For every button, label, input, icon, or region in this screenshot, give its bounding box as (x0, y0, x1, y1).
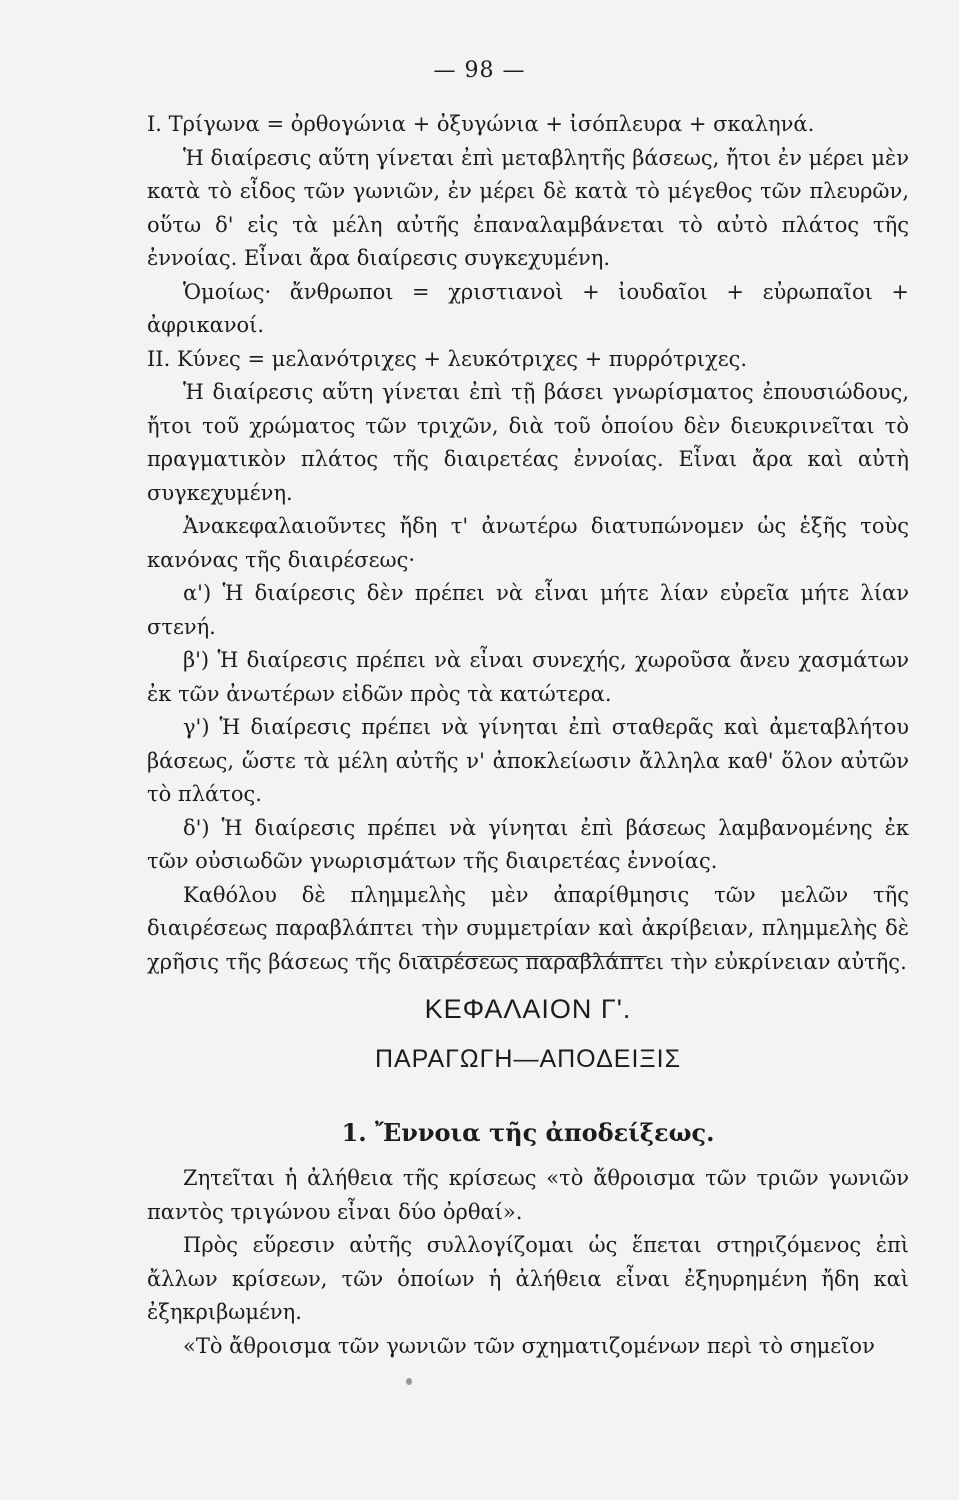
chapter-subtitle: ΠΑΡΑΓΩΓΗ—ΑΠΟΔΕΙΞΙΣ (374, 1045, 682, 1073)
rule-gamma: γ') Ἡ διαίρεσις πρέπει νὰ γίνηται ἐπὶ σταθερᾶς καὶ ἀμεταβλήτου βάσεως, ὥστε τὰ μέλη αὐτῆς ν' ἀποκλείωσιν ἄλληλα καθ' ὅλον αὐτῶν τὸ πλάτος. (147, 715, 909, 806)
paragraph-humans-example: Ὁμοίως· ἄνθρωποι = χριστιανοὶ + ἰουδαῖοι + εὐρωπαῖοι + ἀφρικανοί. (147, 279, 909, 337)
paragraph-dogs-example: II. Κύνες = μελανότριχες + λευκότριχες + πυρρότριχες. (147, 346, 748, 371)
ink-speck (406, 1378, 412, 1385)
paragraph-rules-intro: Ἀνακεφαλαιοῦντες ἤδη τ' ἀνωτέρω διατυπώνομεν ὡς ἑξῆς τοὺς κανόνας τῆς διαιρέσεως· (147, 514, 909, 572)
proof-concept-text (147, 1162, 909, 1363)
paragraph-triangles-comment: Ἡ διαίρεσις αὕτη γίνεται ἐπὶ μεταβλητῆς βάσεως, ἤτοι ἐν μέρει μὲν κατὰ τὸ εἶδος τῶν γωνιῶν, ἐν μέρει δὲ κατὰ τὸ μέγεθος τῶν πλευρῶν, οὕτω δ' εἰς τὰ μέλη αὐτῆς ἐπαναλαμβάνεται τὸ αὐτὸ πλάτος τῆς ἐννοίας. Εἶναι ἄρα διαίρεσις συγκεχυμένη. (147, 145, 909, 270)
chapter-divider-rule (417, 956, 647, 957)
page-number: — 98 — (433, 58, 526, 83)
rule-delta: δ') Ἡ διαίρεσις πρέπει νὰ γίνηται ἐπὶ βάσεως λαμβανομένης ἐκ τῶν οὐσιωδῶν γνωρισμάτων τῆς διαιρετέας ἐννοίας. (147, 815, 909, 873)
division-rules-text (147, 108, 909, 979)
paragraph-triangles-example: I. Τρίγωνα = ὀρθογώνια + ὀξυγώνια + ἰσόπλευρα + σκαληνά. (147, 112, 815, 136)
section-title: 1. Ἔννοια τῆς ἀποδείξεως. (341, 1118, 715, 1147)
paragraph-reasoning: Πρὸς εὕρεσιν αὐτῆς συλλογίζομαι ὡς ἕπεται στηριζόμενος ἐπὶ ἄλλων κρίσεων, τῶν ὁποίων ἡ ἀλήθεια εἶναι ἐξηυρημένη ἤδη καὶ ἐξηκριβωμένη. (147, 1233, 909, 1324)
rule-alpha: α') Ἡ διαίρεσις δὲν πρέπει νὰ εἶναι μήτε λίαν εὐρεῖα μήτε λίαν στενή. (147, 581, 909, 639)
paragraph-summary: Καθόλου δὲ πλημμελὴς μὲν ἀπαρίθμησις τῶν μελῶν τῆς διαιρέσεως παραβλάπτει τὴν συμμετρίαν καὶ ἀκρίβειαν, πλημμελὴς δὲ χρῆσις τῆς βάσεως τῆς διαιρέσεως παραβλάπτει τὴν εὐκρίνειαν αὐτῆς. (147, 882, 909, 974)
chapter-title: ΚΕΦΑΛΑΙΟΝ Γ'. (424, 994, 632, 1024)
paragraph-triangle-sum: Ζητεῖται ἡ ἀλήθεια τῆς κρίσεως «τὸ ἄθροισμα τῶν τριῶν γωνιῶν παντὸς τριγώνου εἶναι δύο ὀρθαί». (147, 1166, 909, 1224)
paragraph-quote-start: «Τὸ ἄθροισμα τῶν γωνιῶν τῶν σχηματιζομένων περὶ τὸ σημεῖον (183, 1333, 875, 1358)
paragraph-dogs-comment: Ἡ διαίρεσις αὕτη γίνεται ἐπὶ τῇ βάσει γνωρίσματος ἐπουσιώδους, ἤτοι τοῦ χρώματος τῶν τριχῶν, διὰ τοῦ ὁποίου δὲν διευκρινεῖται τὸ πραγματικὸν πλάτος τῆς διαιρετέας ἐννοίας. Εἶναι ἄρα καὶ αὐτὴ συγκεχυμένη. (147, 380, 909, 505)
rule-beta: β') Ἡ διαίρεσις πρέπει νὰ εἶναι συνεχής, χωροῦσα ἄνευ χασμάτων ἐκ τῶν ἀνωτέρων εἰδῶν πρὸς τὰ κατώτερα. (147, 648, 909, 706)
